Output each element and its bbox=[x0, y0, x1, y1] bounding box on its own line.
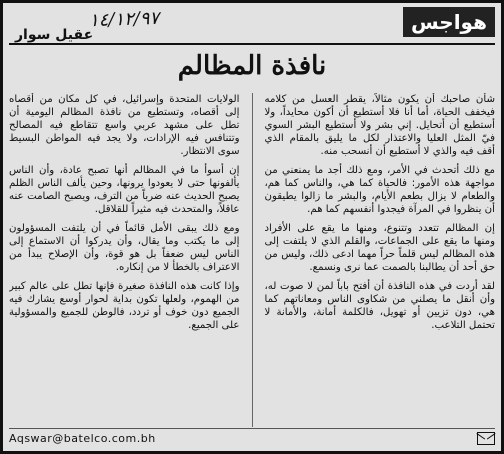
header-bar bbox=[9, 7, 495, 41]
footer bbox=[9, 428, 495, 447]
section-tag: هواجس bbox=[403, 7, 495, 37]
header-rule bbox=[9, 43, 495, 45]
left-column bbox=[9, 93, 240, 427]
column-divider bbox=[252, 93, 253, 427]
paragraph: شأن صاحبك أن يكون مثالاً، يقطر العسل من كلامه فيخفف الحياة، أما أنا فلا أستطيع أن أكون محايداً، ولا أستطيع أن أتحايل. إني بشر ولا أستطيع البشر السوي فيّ المثل العليا والاعتذار لكل ما يليق بالمقام الذي أقف فيه والذي لا أستطيع أن أنسحب منه. bbox=[264, 94, 495, 157]
article-title: نافذة المظالم bbox=[177, 51, 327, 81]
paragraph: وإذا كانت هذه النافذة صغيرة فإنها تطل على عالم كبير من الهموم، ولعلها تكون بداية لحوار أوسع يشارك فيه الجميع دون خوف أو تردد، فالوطن للجميع والمسؤولية على الجميع. bbox=[9, 281, 240, 331]
paragraph: الولايات المتحدة وإسرائيل، في كل مكان من أقصاه إلى أقصاه، وتستطيع من نافذة المظالم اليومية أن تطل على مشهد عربي واسع تتقاطع فيه المصالح وتتنافس فيه الإرادات، ولا يجد فيه المواطن البسيط سوى الانتظار. bbox=[9, 94, 240, 157]
paragraph: لقد أردت في هذه النافذة أن أفتح باباً لمن لا صوت له، وأن أنقل ما يصلني من شكاوى الناس ومعاناتهم كما هي، دون تزيين أو تهويل، فالكلمة أمانة، والأمانة لا تحتمل التلاعب. bbox=[264, 281, 495, 331]
paragraph: مع ذلك أتحدث في الأمر، ومع ذلك أجد ما يمنعني من مواجهة هذه الأمور: فالحياة كما هي، والناس كما هم، والطعام لا يزال بطعم الأيام، والبشر ما زالوا يطيقون أن ينظروا في المرآة فيجدوا أنفسهم كما هم. bbox=[264, 165, 495, 215]
right-column bbox=[265, 93, 496, 427]
author-name: عقيل سوار bbox=[15, 27, 94, 43]
envelope-icon bbox=[477, 432, 495, 445]
paragraph: ومع ذلك يبقى الأمل قائماً في أن يلتفت المسؤولون إلى ما يكتب وما يقال، وأن يدركوا أن الاستماع إلى الناس ليس ضعفاً بل هو قوة، وأن الإصلاح يبدأ من الاعتراف بالخطأ لا من إنكاره. bbox=[9, 223, 240, 273]
paragraph: إن أسوأ ما في المظالم أنها تصبح عادة، وأن الناس يألفونها حتى لا يعودوا يرونها، وحين يألف الناس الظلم يصبح الحديث عنه ضرباً من الترف، ويصبح الصامت عنه عاقلاً، والمتحدث فيه مثيراً للقلاقل. bbox=[9, 165, 240, 215]
author-email: Aqswar@batelco.com.bh bbox=[9, 431, 156, 445]
handwritten-date: ١٤/١٢/٩٧ bbox=[88, 7, 160, 32]
article-body bbox=[9, 93, 495, 427]
paragraph: إن المظالم تتعدد وتتنوع، ومنها ما يقع على الأفراد ومنها ما يقع على الجماعات، والقلم الذي لا يلتفت إلى هذه المظالم ليس قلماً حراً مهما ادعى ذلك، وليس من حق أحد أن يطالبنا بالصمت عما نرى ونسمع. bbox=[264, 223, 495, 273]
